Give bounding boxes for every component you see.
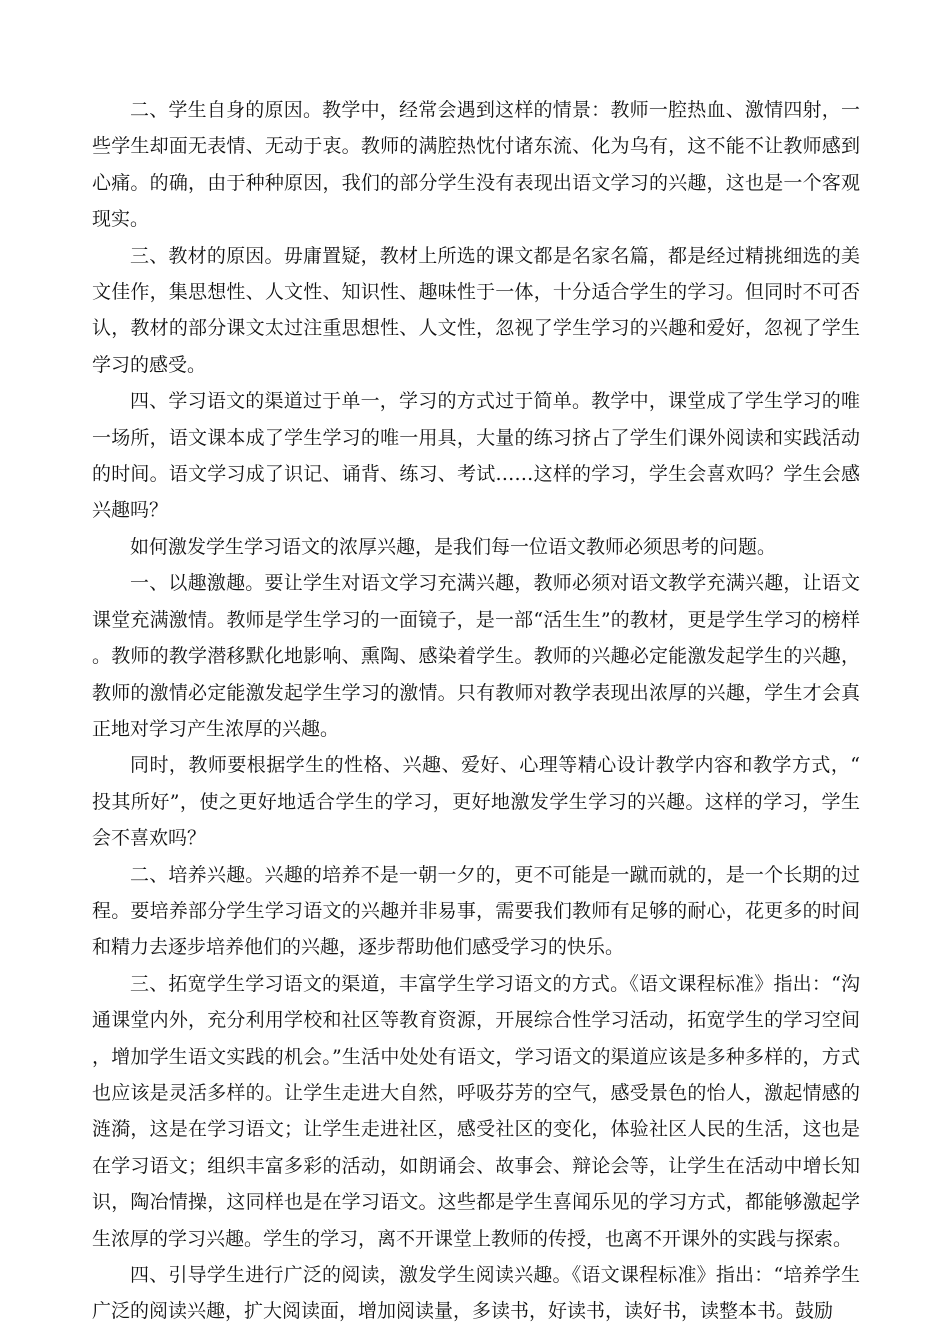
- paragraph-guide-reading: 四、引导学生进行广泛的阅读，激发学生阅读兴趣。《语文课程标准》指出：“培养学生广泛的阅读兴趣，扩大阅读面，增加阅读量，多读书，好读书，读好书，读整本书。鼓励: [92, 1264, 860, 1323]
- paragraph-student-reasons: 二、学生自身的原因。教学中，经常会遇到这样的情景：教师一腔热血、激情四射，一些学生却面无表情、无动于衷。教师的满腔热忱付诸东流、化为乌有，这不能不让教师感到心痛。的确，由于种种原因，我们的部分学生没有表现出语文学习的兴趣，这也是一个客观现实。: [92, 99, 860, 231]
- document-page: [92, 92, 860, 1330]
- paragraph-broaden-channels: 三、拓宽学生学习语文的渠道，丰富学生学习语文的方式。《语文课程标准》指出：“沟通课堂内外，充分利用学校和社区等教育资源，开展综合性学习活动，拓宽学生的学习空间，增加学生语文实践的机会。”生活中处处有语文，学习语文的渠道应该是多种多样的，方式也应该是灵活多样的。让学生走进大自然，呼吸芬芳的空气，感受景色的怡人，激起情感的涟漪，这是在学习语文；让学生走进社区，感受社区的变化，体验社区人民的生活，这也是在学习语文；组织丰富多彩的活动，如朗诵会、故事会、辩论会等，让学生在活动中增长知识，陶冶情操，这同样也是在学习语文。这些都是学生喜闻乐见的学习方式，都能够激起学生浓厚的学习兴趣。学生的学习，离不开课堂上教师的传授，也离不开课外的实践与探索。: [92, 972, 860, 1250]
- paragraph-textbook-reasons: 三、教材的原因。毋庸置疑，教材上所选的课文都是名家名篇，都是经过精挑细选的美文佳作，集思想性、人文性、知识性、趣味性于一体，十分适合学生的学习。但同时不可否认，教材的部分课文太过注重思想性、人文性，忽视了学生学习的兴趣和爱好，忽视了学生学习的感受。: [92, 244, 860, 376]
- paragraph-tailor-teaching: 同时，教师要根据学生的性格、兴趣、爱好、心理等精心设计教学内容和教学方式，“投其所好”，使之更好地适合学生的学习，更好地激发学生学习的兴趣。这样的学习，学生会不喜欢吗？: [92, 754, 860, 850]
- paragraph-interest-by-interest: 一、以趣激趣。要让学生对语文学习充满兴趣，教师必须对语文教学充满兴趣，让语文课堂充满激情。教师是学生学习的一面镜子，是一部“活生生”的教材，更是学生学习的榜样。教师的教学潜移默化地影响、熏陶、感染着学生。教师的兴趣必定能激发起学生的兴趣，教师的激情必定能激发起学生学习的激情。只有教师对教学表现出浓厚的兴趣，学生才会真正地对学习产生浓厚的兴趣。: [92, 572, 860, 740]
- paragraph-single-channel: 四、学习语文的渠道过于单一，学习的方式过于简单。教学中，课堂成了学生学习的唯一场所，语文课本成了学生学习的唯一用具，大量的练习挤占了学生们课外阅读和实践活动的时间。语文学习成了识记、诵背、练习、考试……这样的学习，学生会喜欢吗？学生会感兴趣吗？: [92, 390, 860, 522]
- paragraph-cultivate-interest: 二、培养兴趣。兴趣的培养不是一朝一夕的，更不可能是一蹴而就的，是一个长期的过程。要培养部分学生学习语文的兴趣并非易事，需要我们教师有足够的耐心，花更多的时间和精力去逐步培养他们的兴趣，逐步帮助他们感受学习的快乐。: [92, 863, 860, 959]
- paragraph-how-to-inspire: 如何激发学生学习语文的浓厚兴趣，是我们每一位语文教师必须思考的问题。: [130, 535, 777, 558]
